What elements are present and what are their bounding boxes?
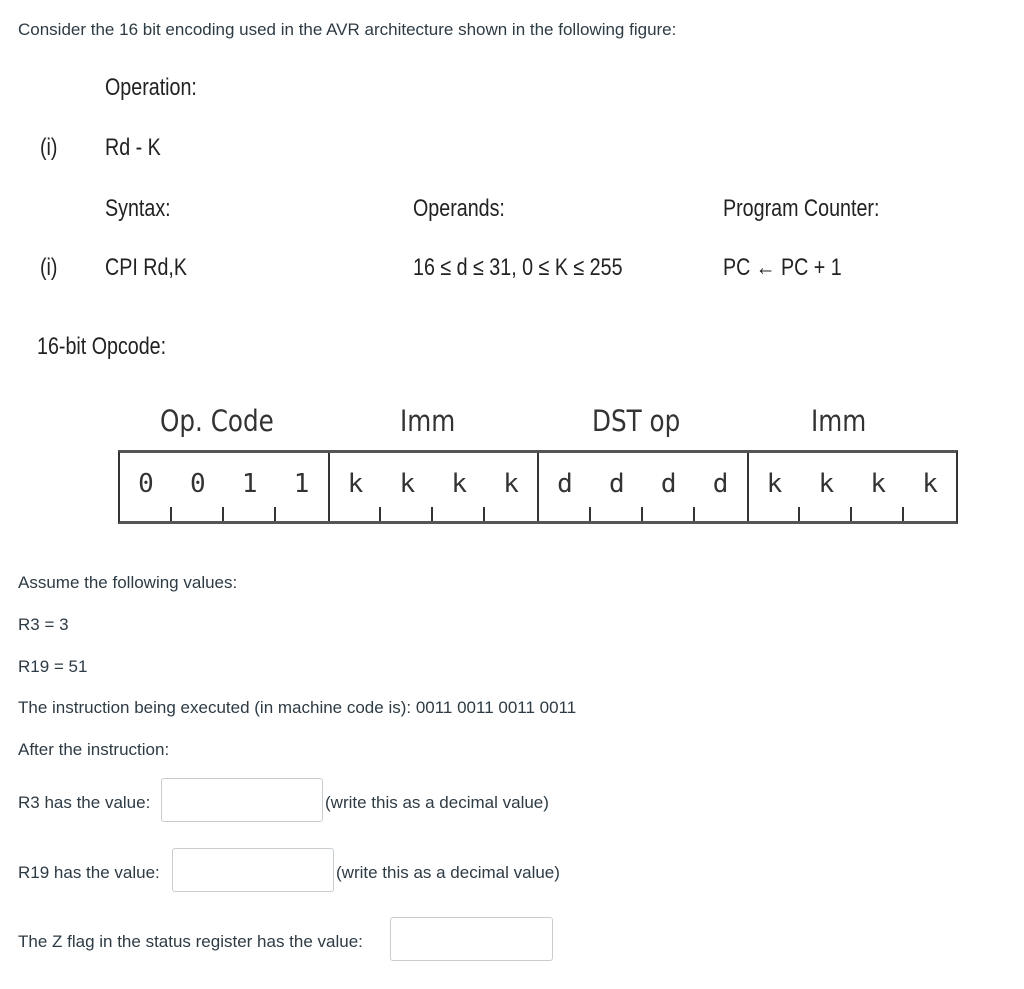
bit: 0 — [120, 453, 172, 521]
bit: k — [503, 469, 519, 499]
r3-answer-input[interactable] — [161, 778, 323, 822]
bit: d — [643, 453, 695, 521]
bit: k — [800, 453, 852, 521]
z-flag-label: The Z flag in the status register has the value: — [18, 932, 363, 951]
bit: 0 — [172, 453, 224, 521]
field-opcode: Op. Code — [160, 404, 274, 438]
operation-label: Operation: — [105, 74, 197, 101]
r3-label: R3 has the value: — [18, 793, 151, 812]
bit: k — [922, 469, 938, 499]
pc-label: Program Counter: — [723, 195, 880, 222]
r19-label: R19 has the value: — [18, 863, 160, 882]
bit: 1 — [224, 453, 276, 521]
opcode-bitfield — [118, 450, 958, 524]
field-dst: DST op — [592, 404, 681, 438]
bit: k — [433, 453, 485, 521]
index-label: (i) — [40, 254, 58, 281]
instruction-text: The instruction being executed (in machine code is): 0011 0011 0011 0011 — [18, 698, 577, 717]
r19-hint: (write this as a decimal value) — [336, 863, 560, 882]
operands-label: Operands: — [413, 195, 505, 222]
pc-text: PC ← PC + 1 — [723, 254, 842, 281]
operation-text: Rd - K — [105, 134, 161, 161]
index-label: (i) — [40, 134, 58, 161]
bit: 1 — [293, 469, 310, 499]
bit: d — [591, 453, 643, 521]
bit: d — [539, 453, 591, 521]
nibble — [539, 453, 749, 521]
question-intro: Consider the 16 bit encoding used in the AVR architecture shown in the following figure: — [18, 20, 677, 39]
bit: k — [749, 453, 801, 521]
nibble — [120, 453, 330, 521]
syntax-text: CPI Rd,K — [105, 254, 188, 281]
r3-hint: (write this as a decimal value) — [325, 793, 549, 812]
bit: k — [381, 453, 433, 521]
r3-initial: R3 = 3 — [18, 615, 69, 634]
bit: k — [852, 453, 904, 521]
assume-text: Assume the following values: — [18, 573, 238, 592]
nibble — [330, 453, 540, 521]
field-imm-low: Imm — [811, 404, 867, 438]
bit: k — [330, 453, 382, 521]
bit: d — [712, 469, 729, 499]
nibble — [749, 453, 957, 521]
after-text: After the instruction: — [18, 740, 170, 759]
r19-initial: R19 = 51 — [18, 657, 88, 676]
z-flag-answer-input[interactable] — [390, 917, 553, 961]
operands-text: 16 ≤ d ≤ 31, 0 ≤ K ≤ 255 — [413, 254, 623, 281]
field-imm-high: Imm — [400, 404, 456, 438]
r19-answer-input[interactable] — [172, 848, 334, 892]
syntax-label: Syntax: — [105, 195, 171, 222]
opcode-label: 16-bit Opcode: — [37, 333, 167, 360]
